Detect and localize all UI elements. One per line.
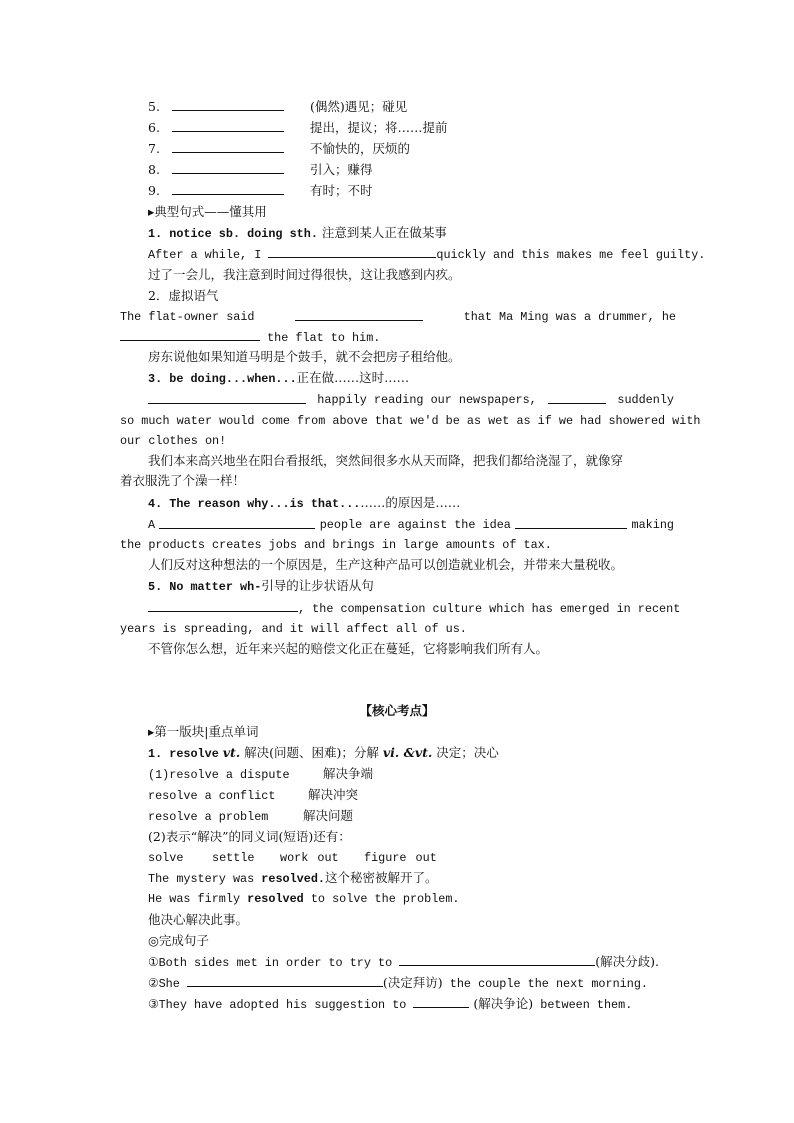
answer-blank[interactable]: [268, 245, 436, 258]
answer-blank[interactable]: [187, 974, 383, 987]
exercise-sentence: A people are against the idea making: [148, 518, 674, 532]
vocab-row: [148, 182, 648, 200]
answer-blank[interactable]: [148, 599, 298, 612]
translation-cn: 不管你怎么想，近年来兴起的赔偿文化正在蔓延，它将影响我们所有人。: [148, 641, 549, 656]
answer-blank[interactable]: [172, 98, 284, 111]
exercise-sentence: ③They have adopted his suggestion to (解决争论) between them.: [148, 996, 633, 1012]
vocab-number: 5.: [148, 99, 160, 114]
vocab-row: [148, 140, 648, 158]
answer-blank[interactable]: [399, 953, 595, 966]
answer-blank[interactable]: [148, 391, 306, 404]
vocab-number: 6.: [148, 120, 160, 135]
exercise-sentence-cont: years is spreading, and it will affect all of us.: [120, 622, 467, 636]
exercise-sentence: The flat-owner said that Ma Ming was a drummer, he: [120, 310, 676, 324]
block-heading: ▸第一版块|重点单词: [148, 724, 259, 739]
answer-blank[interactable]: [120, 328, 260, 341]
collocation: resolve a problem 解决问题: [148, 808, 354, 824]
pattern-title: 3. be doing...when...正在做……这时……: [148, 370, 410, 386]
collocation: (1)resolve a dispute 解决争端: [148, 766, 374, 782]
answer-blank[interactable]: [172, 182, 284, 195]
synonym-heading: (2)表示“解决”的同义词(短语)还有：: [148, 829, 351, 844]
word-entry: 1. resolve vt. 解决(问题、困难)；分解 vi. &vt. 决定；决心: [148, 745, 499, 761]
core-points-heading: 【核心考点】: [359, 703, 435, 718]
vocab-number: 9.: [148, 183, 160, 198]
answer-blank[interactable]: [413, 995, 469, 1008]
exercise-sentence: After a while, I quickly and this makes me feel guilty.: [148, 245, 705, 264]
translation-cn: 着衣服洗了个澡一样！: [120, 473, 246, 488]
answer-blank[interactable]: [548, 391, 606, 404]
vocab-row: [148, 161, 648, 179]
pattern-title: 4. The reason why...is that...……的原因是……: [148, 495, 461, 511]
translation-cn: 人们反对这种想法的一个原因是，生产这种产品可以创造就业机会，并带来大量税收。: [148, 557, 624, 572]
answer-blank[interactable]: [172, 161, 284, 174]
complete-sentences-heading: ◎完成句子: [148, 933, 209, 948]
pattern-title: 5. No matter wh-引导的让步状语从句: [148, 578, 374, 594]
pattern-title-cn: 注意到某人正在做某事: [321, 225, 447, 240]
translation-cn: 过了一会儿，我注意到时间过得很快，这让我感到内疚。: [148, 267, 461, 282]
vocab-definition: 有时；不时: [310, 183, 373, 198]
exercise-sentence: ②She (决定拜访) the couple the next morning.: [148, 975, 648, 991]
vocab-definition: 不愉快的，厌烦的: [310, 141, 411, 156]
answer-blank[interactable]: [515, 516, 627, 529]
exercise-sentence-cont: the flat to him.: [120, 328, 380, 347]
synonym-list: solve settle work out figure out: [148, 851, 437, 865]
exercise-sentence: happily reading our newspapers, suddenly: [148, 391, 674, 409]
vocab-definition: (偶然)遇见；碰见: [310, 99, 408, 114]
answer-blank[interactable]: [159, 516, 315, 529]
exercise-sentence-cont: the products creates jobs and brings in large amounts of tax.: [120, 538, 552, 552]
vocab-number: 7.: [148, 141, 160, 156]
answer-blank[interactable]: [295, 308, 423, 321]
vocab-row: [148, 98, 648, 116]
answer-blank[interactable]: [172, 119, 284, 132]
exercise-sentence-cont: so much water would come from above that we'd be as wet as if we had showered with: [120, 414, 701, 428]
example-sentence: He was firmly resolved to solve the problem.: [148, 892, 460, 906]
translation-cn: 我们本来高兴地坐在阳台看报纸，突然间很多水从天而降，把我们都给浇湿了，就像穿: [148, 453, 624, 468]
translation-cn: 他决心解决此事。: [148, 912, 249, 927]
example-sentence: The mystery was resolved.这个秘密被解开了。: [148, 870, 438, 886]
vocab-number: 8.: [148, 162, 160, 177]
exercise-sentence: ①Both sides met in order to try to (解决分歧).: [148, 954, 660, 970]
exercise-sentence: , the compensation culture which has emerged in recent: [148, 599, 680, 618]
vocab-definition: 提出，提议；将……提前: [310, 120, 448, 135]
exercise-sentence-cont: our clothes on!: [120, 434, 227, 448]
pattern-title-en: 1. notice sb. doing sth.: [148, 227, 318, 241]
pattern-title: 2．虚拟语气: [148, 288, 219, 303]
translation-cn: 房东说他如果知道马明是个鼓手，就不会把房子租给他。: [148, 349, 461, 364]
section-heading-patterns: ▸典型句式——懂其用: [148, 204, 267, 219]
vocab-row: [148, 119, 648, 137]
vocab-definition: 引入；赚得: [310, 162, 373, 177]
collocation: resolve a conflict 解决冲突: [148, 787, 359, 803]
pattern-title: [148, 224, 447, 243]
answer-blank[interactable]: [172, 140, 284, 153]
